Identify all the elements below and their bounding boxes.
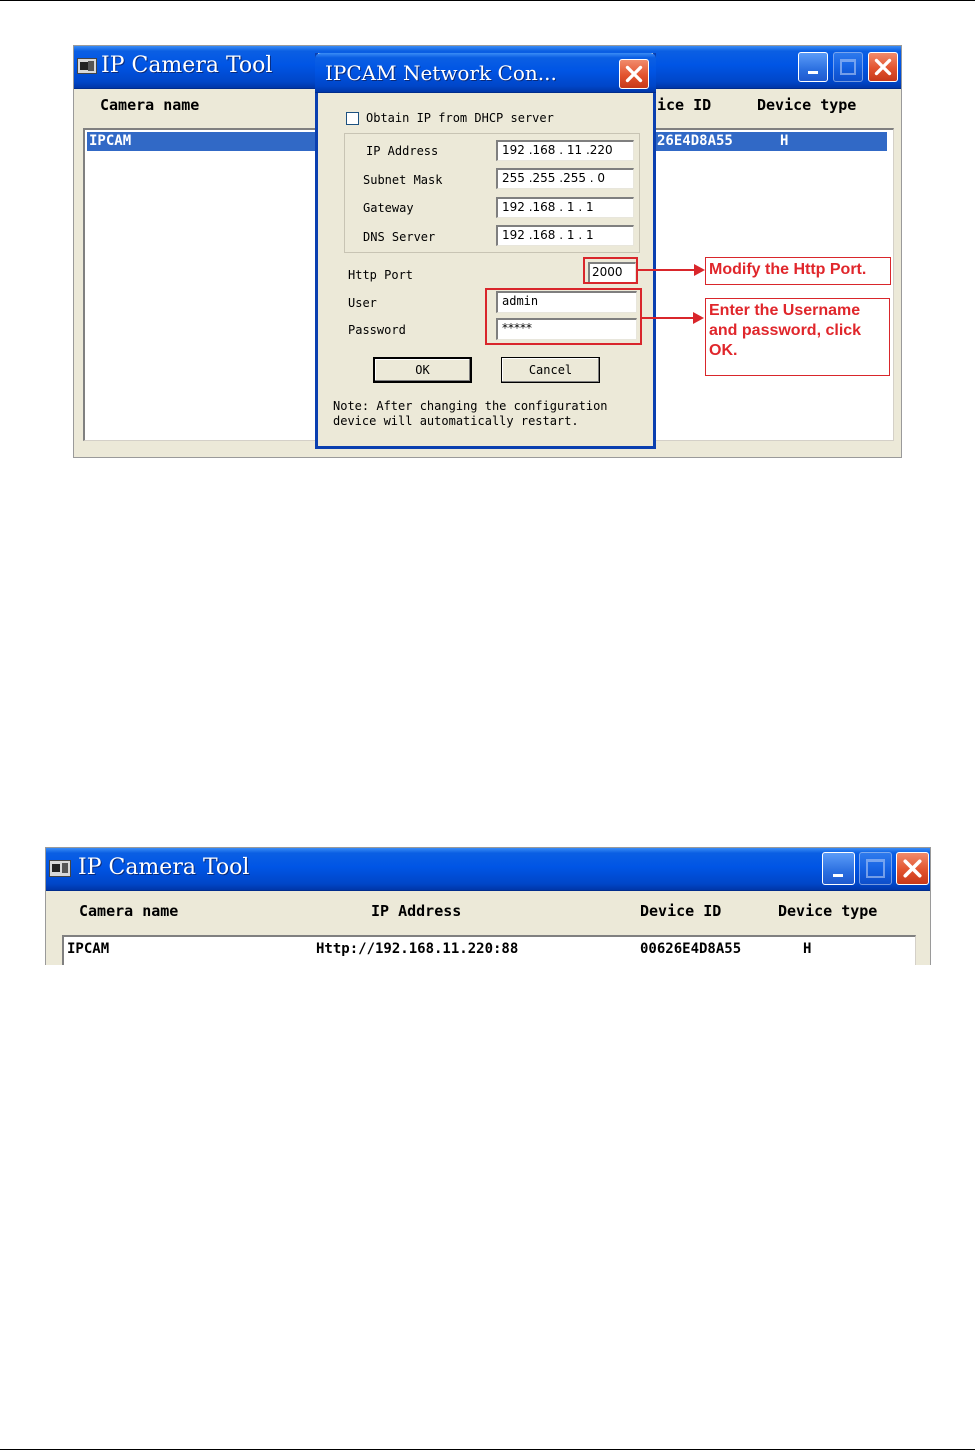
dialog-title: IPCAM Network Con...	[325, 61, 557, 85]
ok-button[interactable]: OK	[373, 357, 472, 383]
row-device-id-2[interactable]: 00626E4D8A55	[640, 941, 742, 957]
dhcp-label[interactable]: Obtain IP from DHCP server	[366, 111, 554, 125]
maximize-icon	[866, 859, 885, 878]
password-label: Password	[348, 323, 406, 337]
gateway-field[interactable]: 192 .168 . 1 . 1	[496, 197, 634, 218]
maximize-button-2[interactable]	[859, 852, 892, 885]
column-header-device-id[interactable]: ice ID	[657, 96, 712, 114]
dhcp-checkbox[interactable]	[346, 112, 359, 125]
window-title-2: IP Camera Tool	[78, 855, 250, 880]
row-device-id: 26E4D8A55	[657, 133, 733, 149]
http-port-callout: Modify the Http Port.	[705, 257, 891, 285]
window-titlebar-2[interactable]	[46, 848, 930, 891]
cancel-button[interactable]: Cancel	[501, 357, 600, 383]
column-header-device-id-2[interactable]: Device ID	[640, 902, 722, 920]
row-camera-name-2[interactable]: IPCAM	[67, 941, 110, 957]
http-port-label: Http Port	[348, 268, 414, 282]
user-label: User	[348, 296, 377, 310]
row-camera-name: IPCAM	[89, 133, 132, 149]
minimize-button[interactable]	[798, 52, 828, 82]
subnet-mask-label: Subnet Mask	[363, 173, 443, 187]
maximize-button[interactable]	[833, 52, 863, 82]
dns-server-field[interactable]: 192 .168 . 1 . 1	[496, 225, 634, 246]
http-port-arrow-line	[638, 269, 695, 271]
user-field[interactable]: admin	[496, 291, 637, 313]
ip-address-label: IP Address	[366, 144, 439, 158]
credentials-arrowhead	[693, 312, 704, 324]
minimize-button-2[interactable]	[822, 852, 855, 885]
gateway-label: Gateway	[363, 201, 414, 215]
close-button[interactable]	[868, 52, 898, 82]
column-header-device-type-2[interactable]: Device type	[778, 902, 878, 920]
dialog-titlebar[interactable]	[315, 53, 656, 93]
subnet-mask-field[interactable]: 255 .255 .255 . 0	[496, 168, 634, 189]
window-title: IP Camera Tool	[101, 53, 273, 78]
page-top-rule	[0, 0, 975, 1]
close-button-2[interactable]	[896, 852, 929, 885]
credentials-callout: Enter the Username and password, click OK.	[705, 298, 890, 376]
http-port-highlight	[583, 257, 638, 284]
credentials-arrow-line	[642, 317, 694, 319]
row-device-type-2[interactable]: H	[803, 941, 812, 957]
column-header-ip-address[interactable]: IP Address	[371, 902, 462, 920]
close-icon	[869, 53, 897, 81]
dialog-close-button[interactable]	[619, 59, 649, 89]
close-icon	[620, 60, 648, 88]
password-field[interactable]: *****	[496, 318, 637, 340]
camera-list-2[interactable]	[62, 935, 916, 965]
minimize-icon	[833, 874, 843, 877]
column-header-device-type[interactable]: Device type	[757, 96, 857, 114]
network-config-dialog	[315, 53, 656, 449]
http-port-arrowhead	[694, 264, 705, 276]
column-header-camera-name-2[interactable]: Camera name	[79, 902, 179, 920]
minimize-icon	[808, 71, 818, 74]
page-bottom-rule	[0, 1449, 975, 1450]
restart-note: Note: After changing the configuration device will automatically restart.	[333, 399, 608, 428]
http-port-field[interactable]: 2000	[588, 262, 636, 283]
row-ip-address[interactable]: Http://192.168.11.220:88	[316, 941, 519, 957]
ip-camera-tool-window-2	[45, 847, 931, 965]
close-icon	[897, 853, 928, 884]
row-device-type: H	[780, 133, 789, 149]
camera-tool-icon	[49, 860, 71, 877]
column-header-camera-name[interactable]: Camera name	[100, 96, 200, 114]
ip-address-field[interactable]: 192 .168 . 11 .220	[496, 140, 634, 161]
maximize-icon	[840, 59, 856, 75]
dns-server-label: DNS Server	[363, 230, 436, 244]
camera-tool-icon	[77, 58, 97, 74]
credentials-highlight	[485, 288, 642, 345]
